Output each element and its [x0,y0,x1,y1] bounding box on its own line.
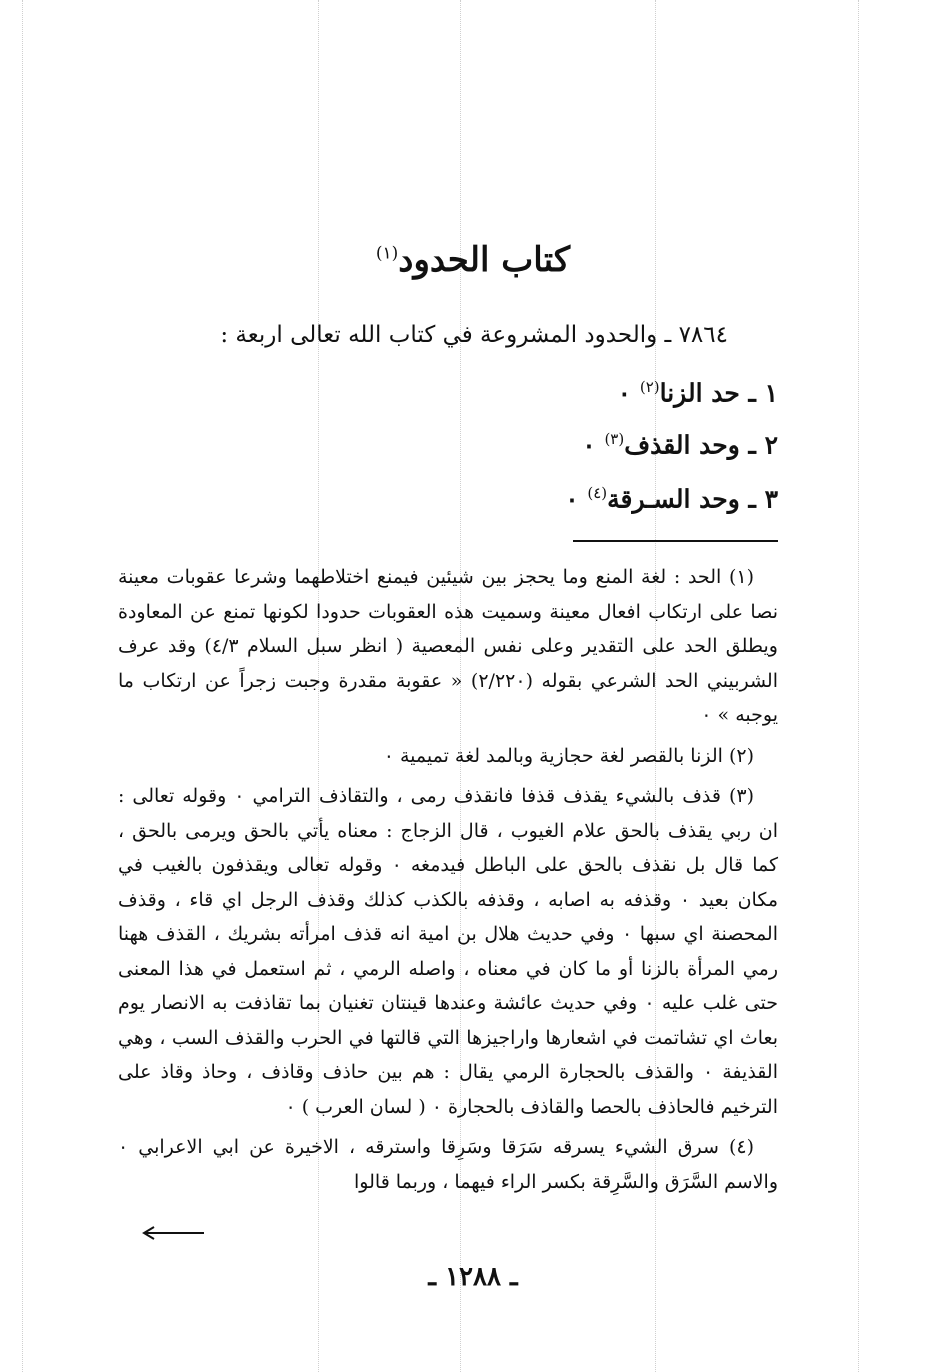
footnote-ref: (٤) [587,484,608,502]
footnote-separator [573,540,778,542]
list-item: ٣ ـ وحد السـرقة$^{(٤)}$ ٠ [565,484,778,514]
scan-artifact-line [22,0,23,1372]
list-item: ٢ ـ وحد القذف$^{(٣)}$ ٠ [582,430,778,460]
scan-artifact-line [858,0,859,1372]
footnote-1: (١) الحد : لغة المنع وما يحجز بين شيئين فيمنع اختلاطهما وشرعا عقوبات معينة نصا على ارتكاب افعال معينة وسميت هذه العقوبات حدودا لكونها تمنع عن المعاودة ويطلق الحد على التقدير وعلى نفس المعصية ( انظر سبل السلام ٤/٣) وقد عرف الشربيني الحد الشرعي بقوله (٢/٢٢٠) « عقوبة مقدرة وجبت زجراً عن ارتكاب ما يوجبه » ٠ [118,566,779,726]
footnote-3: (٣) قذف بالشيء يقذف قذفا فانقذف رمى ، والتقاذف الترامي ٠ وقوله تعالى : ان ربي يقذف بالحق علام الغيوب ، قال الزجاج : معناه يأتي بالحق ويرمى بالحق ، كما قال بل نقذف بالحق على الباطل فيدمغه ٠ وقوله تعالى ويقذفون بالغيب في مكان بعيد ٠ وقذفه به اصابه ، وقذفه بالكذب كذلك وقذف الرجل اي قاء ، وقذف المحصنة اي سبها ٠ وفي حديث هلال بن امية انه قذف امرأته بشريك ، القذف ههنا رمي المرأة بالزنا أو ما كان في معناه ، واصله الرمي ، ثم استعمل في هذا المعنى حتى غلب عليه ٠ وفي حديث عائشة وعندها قينتان تغنيان بما تقاذفت به الانصار يوم بعاث اي تشاتمت في اشعارها واراجيزها التي قالتها في الحرب والقذف السب ، وهي القذيفة ٠ والقذف بالحجارة الرمي يقال : هم بين حاذف وقاذف ، وحاذ وقاذ على الترخيم فالحاذف بالحصا والقاذف بالحجارة ٠ ( لسان العرب ) ٠ [118,785,779,1118]
footnote-ref: (٢) [639,378,660,396]
intro-paragraph: ٧٨٦٤ ـ والحدود المشروعة في كتاب الله تعالى اربعة : [220,322,728,348]
footnotes-block [118,560,778,1199]
footnote-4: (٤) سرق الشيء يسرقه سَرَقا وسَرِقا واسترقه ، الاخيرة عن ابي الاعرابي ٠ والاسم السَّرَق والسَّرِقة بكسر الراء فيهما ، وربما قالوا [118,1136,778,1193]
footnote-2: (٢) الزنا بالقصر لغة حجازية وبالمد لغة تميمية ٠ [383,744,754,767]
list-item: ١ ـ حد الزنا$^{(٢)}$ ٠ [617,378,778,408]
chapter-title [0,240,946,280]
page-number: ـ ١٢٨٨ ـ [428,1262,518,1292]
chapter-title-text: كتاب الحدود [398,240,571,280]
arrow-left-icon [140,1226,206,1240]
footnote-ref: (٣) [604,430,625,448]
chapter-title-note-ref: (١) [375,243,399,264]
